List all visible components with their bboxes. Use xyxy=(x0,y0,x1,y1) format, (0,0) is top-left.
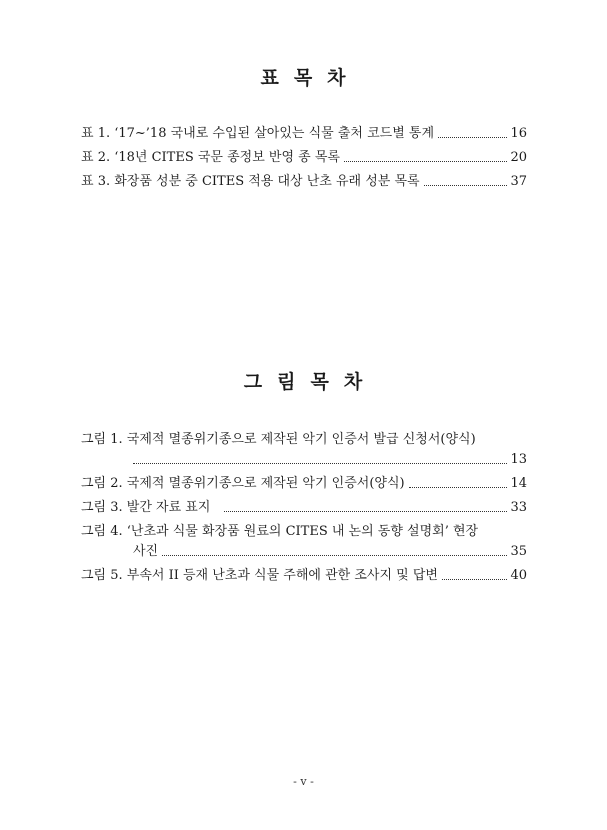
toc-entry-figure-4-cont[interactable] xyxy=(81,540,527,560)
title-char: 차 xyxy=(327,67,347,89)
toc-entry-figure-5[interactable] xyxy=(81,560,527,584)
dot-leader xyxy=(409,487,508,488)
title-char: 림 xyxy=(277,371,297,393)
dot-leader xyxy=(224,511,507,512)
toc-entry-figure-3[interactable] xyxy=(81,492,527,516)
entry-page: 14 xyxy=(510,476,527,491)
dot-leader xyxy=(442,579,507,580)
title-char: 그 xyxy=(243,371,264,393)
dot-leader xyxy=(162,555,507,556)
tables-toc-title xyxy=(0,63,607,90)
title-char: 목 xyxy=(293,67,314,89)
entry-page: 35 xyxy=(510,544,527,559)
entry-label: 표 2. ‘18년 CITES 국문 종정보 반영 종 목록 xyxy=(81,150,340,165)
page-number: - v - xyxy=(293,775,314,788)
entry-page: 37 xyxy=(510,174,527,189)
entry-label: 그림 1. 국제적 멸종위기종으로 제작된 악기 인증서 발급 신청서(양식) xyxy=(81,432,476,447)
title-char: 표 xyxy=(260,67,280,89)
toc-entry-table-3[interactable] xyxy=(81,166,527,190)
entry-page: 33 xyxy=(510,500,527,515)
dot-leader xyxy=(344,161,507,162)
toc-entry-figure-1[interactable] xyxy=(81,424,527,448)
title-char: 차 xyxy=(343,371,364,393)
title-char: 목 xyxy=(310,371,330,393)
toc-entry-table-1[interactable] xyxy=(81,118,527,142)
entry-label: 그림 2. 국제적 멸종위기종으로 제작된 악기 인증서(양식) xyxy=(81,476,405,491)
toc-entry-figure-4[interactable] xyxy=(81,516,527,540)
toc-entry-figure-2[interactable] xyxy=(81,468,527,492)
entry-label: 그림 5. 부속서 II 등재 난초과 식물 주해에 관한 조사지 및 답변 xyxy=(81,568,438,583)
entry-label: 표 3. 화장품 성분 중 CITES 적용 대상 난초 유래 성분 목록 xyxy=(81,174,420,189)
entry-page: 16 xyxy=(510,126,527,141)
toc-entry-figure-1-leader[interactable] xyxy=(81,448,527,468)
entry-label: 그림 4. ‘난초과 식물 화장품 원료의 CITES 내 논의 동향 설명회’ 현장 xyxy=(81,524,479,539)
entry-label: 그림 3. 발간 자료 표지 xyxy=(81,500,211,515)
figures-toc-title xyxy=(0,367,607,394)
dot-leader xyxy=(438,137,507,138)
figures-toc-list xyxy=(81,424,527,584)
dot-leader xyxy=(133,463,507,464)
entry-label: 표 1. ‘17~’18 국내로 수입된 살아있는 식물 출처 코드별 통계 xyxy=(81,126,434,141)
toc-entry-table-2[interactable] xyxy=(81,142,527,166)
dot-leader xyxy=(424,185,508,186)
entry-label-continuation: 사진 xyxy=(133,544,159,559)
tables-toc-list xyxy=(81,118,527,190)
entry-page: 13 xyxy=(510,452,527,467)
entry-page: 40 xyxy=(510,568,527,583)
entry-page: 20 xyxy=(510,150,527,165)
